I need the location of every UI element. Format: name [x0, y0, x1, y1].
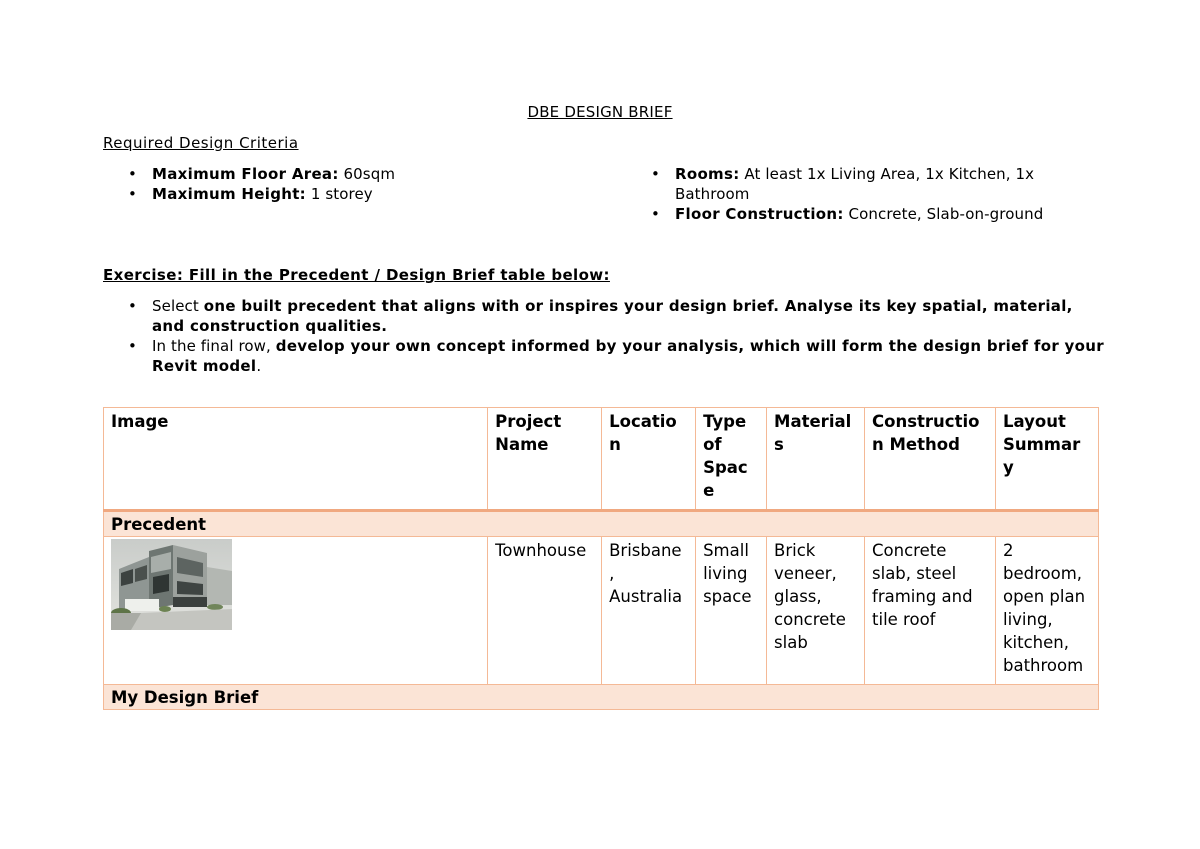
- header-construction-method: Constructio n Method: [865, 408, 996, 511]
- table-header-row: [104, 408, 1099, 511]
- criteria-item: [649, 204, 1069, 224]
- bullet-icon: •: [128, 165, 138, 183]
- townhouse-photo: [111, 539, 232, 630]
- exercise-text: In the final row,: [152, 337, 276, 355]
- bullet-icon: •: [651, 205, 661, 223]
- header-image: Image: [104, 408, 488, 511]
- precedent-band-row: [104, 511, 1099, 537]
- construction-method-cell: Concrete slab, steel framing and tile roof: [865, 537, 996, 685]
- bullet-icon: •: [128, 297, 138, 315]
- criteria-item: [126, 184, 566, 204]
- criteria-value: At least 1x Living Area, 1x Kitchen, 1x Bathroom: [675, 165, 1035, 203]
- exercise-text: Select: [152, 297, 204, 315]
- criteria-item: [649, 164, 1069, 204]
- precedent-table: [103, 407, 1099, 710]
- criteria-label: Floor Construction:: [675, 205, 844, 223]
- criteria-label: Maximum Floor Area:: [152, 165, 339, 183]
- header-type-of-space: Type of Spac e: [696, 408, 767, 511]
- exercise-item: [126, 336, 1106, 376]
- criteria-heading: Required Design Criteria: [103, 134, 299, 152]
- header-layout-summary: Layout Summar y: [995, 408, 1098, 511]
- criteria-list-left: [126, 164, 566, 204]
- design-brief-label: My Design Brief: [104, 685, 1099, 710]
- exercise-bold-text: one built precedent that aligns with or inspires your design brief. Analyse its key spatial, material, and construction qualities.: [152, 297, 1073, 335]
- header-materials: Material s: [767, 408, 865, 511]
- exercise-list: [126, 296, 1106, 376]
- table-row: [104, 537, 1099, 685]
- header-project-name: Project Name: [488, 408, 602, 511]
- exercise-item: [126, 296, 1106, 336]
- layout-summary-cell: 2 bedroom, open plan living, kitchen, bathroom: [995, 537, 1098, 685]
- criteria-label: Maximum Height:: [152, 185, 306, 203]
- exercise-heading: Exercise: Fill in the Precedent / Design Brief table below:: [103, 266, 610, 284]
- project-name-cell: Townhouse: [488, 537, 602, 685]
- image-cell: [104, 537, 488, 685]
- criteria-value: 1 storey: [305, 185, 373, 203]
- bullet-icon: •: [651, 165, 661, 183]
- criteria-list-right: [649, 164, 1069, 224]
- precedent-label: Precedent: [104, 511, 1099, 537]
- criteria-label: Rooms:: [675, 165, 740, 183]
- design-brief-band-row: [104, 685, 1099, 710]
- type-of-space-cell: Small living space: [696, 537, 767, 685]
- materials-cell: Brick veneer, glass, concrete slab: [767, 537, 865, 685]
- location-cell: Brisbane , Australia: [602, 537, 696, 685]
- bullet-icon: •: [128, 337, 138, 355]
- exercise-text: .: [256, 357, 262, 375]
- criteria-value: Concrete, Slab-on-ground: [843, 205, 1044, 223]
- bullet-icon: •: [128, 185, 138, 203]
- document-title: DBE DESIGN BRIEF: [527, 103, 673, 121]
- header-location: Locatio n: [602, 408, 696, 511]
- exercise-bold-text: develop your own concept informed by your analysis, which will form the design brief for your Revit model: [152, 337, 1104, 375]
- criteria-value: 60sqm: [338, 165, 396, 183]
- criteria-item: [126, 164, 566, 184]
